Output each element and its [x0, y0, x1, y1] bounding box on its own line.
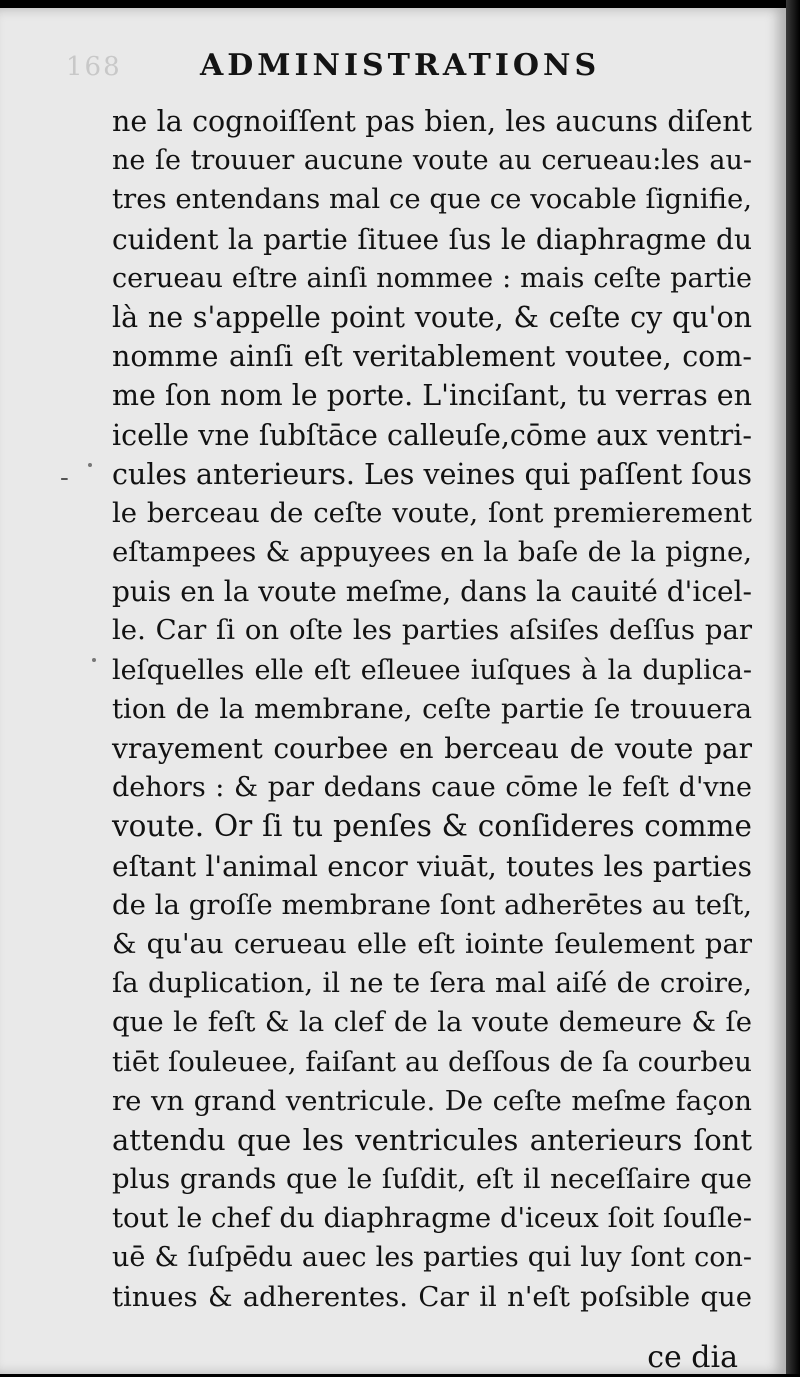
text-line: tiēt ſouleuee, faiſant au deſſous de ſa courbeu — [112, 1045, 752, 1078]
text-line: puis en la voute meſme, dans la cauité d'icel- — [112, 575, 752, 609]
text-line: me ſon nom le porte. L'inciſant, tu verras en — [112, 379, 752, 413]
ink-speck — [92, 658, 96, 662]
ink-speck — [88, 463, 92, 467]
text-line: tout le chef du diaphragme d'iceux ſoit ſouſle- — [112, 1202, 752, 1235]
text-line: tion de la membrane, ceſte partie ſe trouuera — [112, 692, 752, 725]
text-line: ſa duplication, il ne te ſera mal aiſé de croire, — [112, 967, 752, 1000]
text-line: ne ſe trouuer aucune voute au cerueau:les au- — [112, 145, 752, 177]
body-text — [112, 102, 752, 1317]
text-line: tinues & adherentes. Car il n'eſt poſsible que — [112, 1280, 752, 1313]
running-head: ADMINISTRATIONS — [200, 48, 601, 83]
catchword: ce dia — [647, 1340, 738, 1375]
text-line: dehors : & par dedans caue cōme le feſt d'vne — [112, 772, 752, 804]
text-line: le. Car ſi on oſte les parties aſsiſes deſſus par — [112, 614, 752, 647]
text-line: voute. Or ſi tu penſes & conſideres comme — [112, 809, 752, 844]
text-line: cerueau eſtre ainſi nommee : mais ceſte partie — [112, 262, 752, 294]
page-number: 168 — [66, 52, 122, 82]
text-line: là ne s'appelle point voute, & ceſte cy qu'on — [112, 300, 752, 334]
text-line: cuident la partie ſituee ſus le diaphragme du — [112, 222, 752, 256]
text-line: de la groſſe membrane ſont adherētes au teſt, — [112, 888, 752, 921]
page-edge-shadow — [786, 0, 800, 1374]
text-line: nomme ainſi eſt veritablement voutee, com- — [112, 340, 752, 374]
book-page — [0, 8, 786, 1374]
text-line: vrayement courbee en berceau de voute par — [112, 732, 752, 765]
text-line: plus grands que le ſuſdit, eſt il neceſſaire que — [112, 1163, 752, 1196]
text-line: icelle vne ſubſtāce calleuſe,cōme aux ventri- — [112, 418, 752, 452]
margin-mark: - — [60, 463, 69, 493]
text-line: uē & ſuſpēdu auec les parties qui luy ſont con- — [112, 1242, 752, 1274]
text-line: eſtant l'animal encor viuāt, toutes les parties — [112, 849, 752, 883]
text-line: eſtampees & appuyees en la baſe de la pigne, — [112, 536, 752, 569]
text-line: & qu'au cerueau elle eſt iointe ſeulement par — [112, 927, 752, 960]
text-line: re vn grand ventricule. De ceſte meſme façon — [112, 1084, 752, 1117]
text-line: leſquelles elle eſt eſleuee iuſques à la duplica- — [112, 654, 752, 686]
text-line: tres entendans mal ce que ce vocable ſignifie, — [112, 183, 752, 216]
text-line: que le feſt & la clef de la voute demeure & ſe — [112, 1006, 752, 1039]
text-line: attendu que les ventricules anterieurs ſont — [112, 1122, 752, 1157]
text-line: le berceau de ceſte voute, ſont premierement — [112, 496, 752, 529]
text-line: ne la cognoiſſent pas bien, les aucuns diſent — [112, 105, 752, 138]
text-line: cules anterieurs. Les veines qui paſſent ſous — [112, 457, 752, 491]
